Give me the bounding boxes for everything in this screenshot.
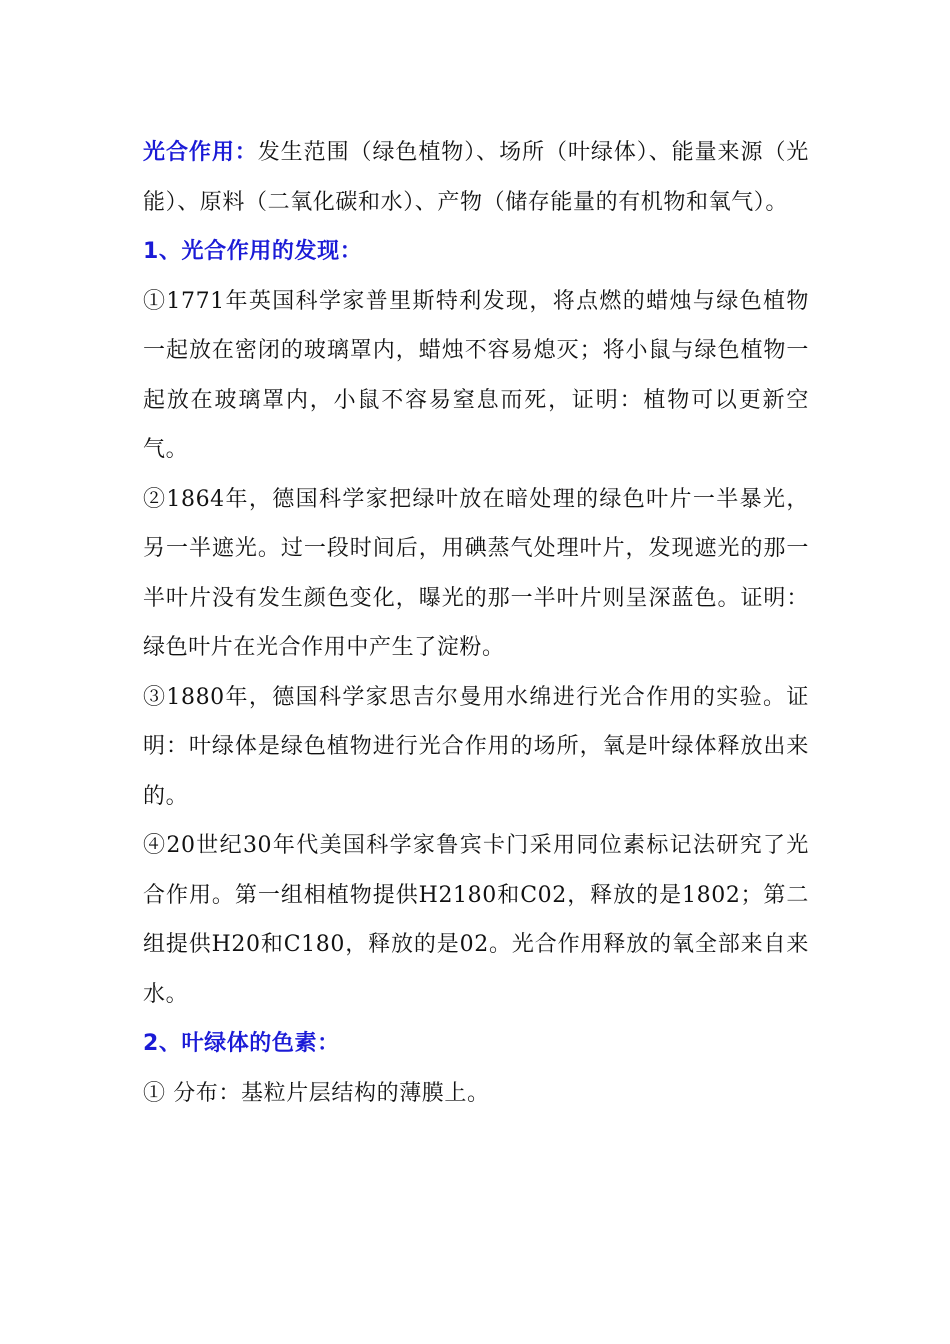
section1-heading: 1、光合作用的发现：: [143, 239, 363, 264]
section1-item-2: ②1864年，德国科学家把绿叶放在暗处理的绿色叶片一半暴光，另一半遮光。过一段时间后，用碘蒸气处理叶片，发现遮光的那一半叶片没有发生颜色变化，曝光的那一半叶片则呈深蓝色。证明：绿色叶片在光合作用中产生了淀粉。: [143, 486, 809, 660]
document-body: [143, 128, 809, 1118]
intro-term: 光合作用：: [143, 140, 258, 165]
section1-item-4: ④20世纪30年代美国科学家鲁宾卡门采用同位素标记法研究了光合作用。第一组相植物提供H2180和C02，释放的是1802；第二组提供H20和C180，释放的是02。光合作用释放的氧全部来自来水。: [143, 833, 809, 1007]
intro-text: 发生范围（绿色植物）、场所（叶绿体）、能量来源（光能）、原料（二氧化碳和水）、产物（储存能量的有机物和氧气）。: [143, 140, 809, 215]
intro-paragraph: [143, 128, 809, 227]
section2-item-1: ① 分布：基粒片层结构的薄膜上。: [143, 1080, 490, 1106]
section1-item-3: ③1880年，德国科学家思吉尔曼用水绵进行光合作用的实验。证明：叶绿体是绿色植物进行光合作用的场所，氧是叶绿体释放出来的。: [143, 684, 809, 809]
section2-heading: 2、叶绿体的色素：: [143, 1031, 340, 1056]
section1-item-1: ①1771年英国科学家普里斯特利发现，将点燃的蜡烛与绿色植物一起放在密闭的玻璃罩内，蜡烛不容易熄灭；将小鼠与绿色植物一起放在玻璃罩内，小鼠不容易窒息而死，证明：植物可以更新空气。: [143, 288, 809, 462]
